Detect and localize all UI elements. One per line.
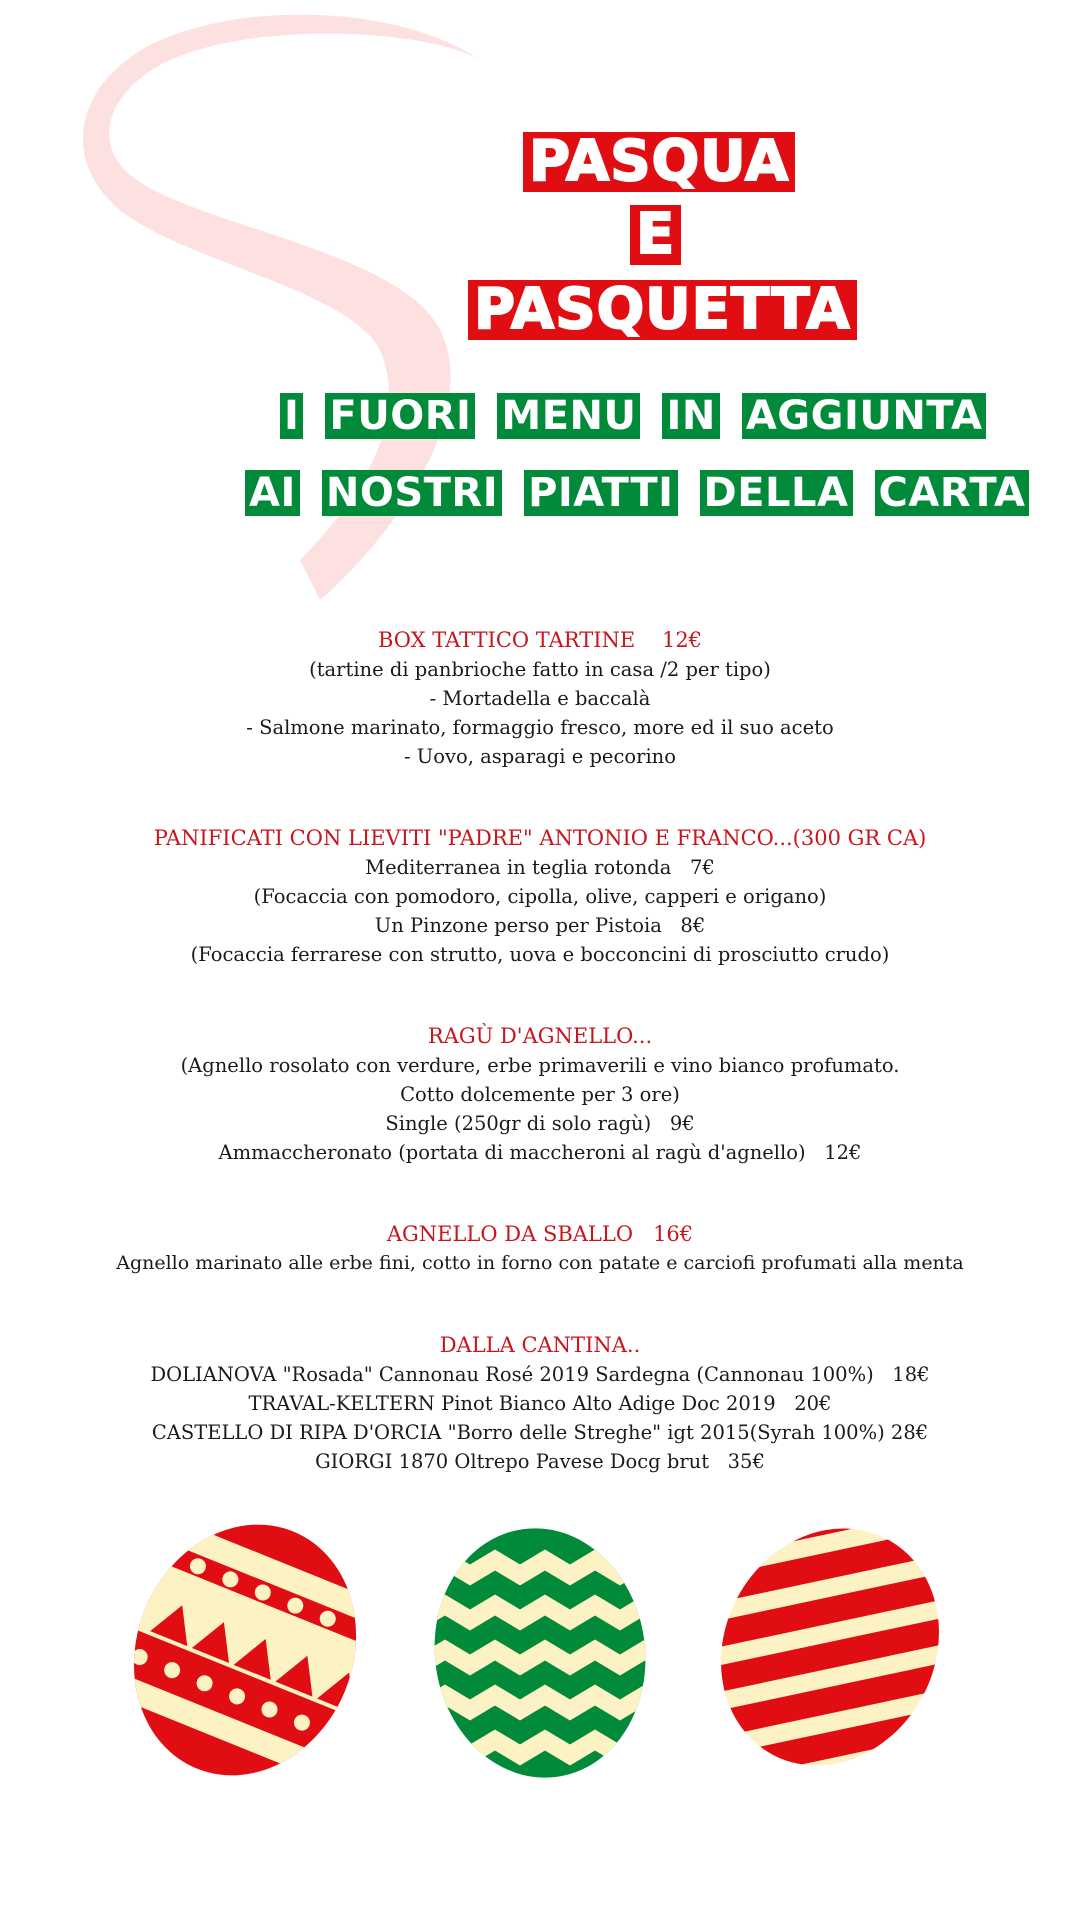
subtitle-word: CARTA bbox=[875, 470, 1030, 516]
title-pasquetta: PASQUETTA bbox=[468, 280, 857, 340]
red-triangle-dot-egg-icon bbox=[76, 1520, 424, 1780]
s-logo-watermark bbox=[0, 0, 520, 620]
menu-line: (Agnello rosolato con verdure, erbe primaverili e vino bianco profumato. bbox=[180, 1054, 900, 1077]
subtitle-word: IN bbox=[662, 393, 719, 439]
title-e: E bbox=[630, 205, 681, 265]
menu-line: Mediterranea in teglia rotonda 7€ bbox=[365, 856, 715, 879]
menu-line: (Focaccia ferrarese con strutto, uova e bocconcini di prosciutto crudo) bbox=[190, 943, 890, 966]
section-title: AGNELLO DA SBALLO 16€ bbox=[386, 1222, 694, 1246]
section-title: DALLA CANTINA.. bbox=[439, 1333, 641, 1357]
subtitle-word: AGGIUNTA bbox=[742, 393, 987, 439]
subtitle-word: PIATTI bbox=[524, 470, 677, 516]
subtitle-word: I bbox=[280, 393, 303, 439]
section-ragu bbox=[0, 1021, 1080, 1167]
menu-line: Cotto dolcemente per 3 ore) bbox=[400, 1083, 680, 1106]
menu-line: - Uovo, asparagi e pecorino bbox=[403, 745, 676, 768]
menu-line: GIORGI 1870 Oltrepo Pavese Docg brut 35€ bbox=[315, 1450, 765, 1473]
section-box-tattico bbox=[0, 625, 1080, 771]
section-panificati bbox=[0, 823, 1080, 969]
subtitle-word: AI bbox=[245, 470, 300, 516]
red-stripe-egg-icon bbox=[655, 1520, 1009, 1780]
section-cantina bbox=[0, 1330, 1080, 1476]
menu-line: (tartine di panbrioche fatto in casa /2 per tipo) bbox=[309, 658, 771, 681]
menu-line: CASTELLO DI RIPA D'ORCIA "Borro delle Streghe" igt 2015(Syrah 100%) 28€ bbox=[151, 1421, 929, 1444]
subtitle-word: FUORI bbox=[325, 393, 475, 439]
subtitle-word: MENU bbox=[497, 393, 640, 439]
menu-line: Ammaccheronato (portata di maccheroni al ragù d'agnello) 12€ bbox=[218, 1141, 862, 1164]
menu-line: DOLIANOVA "Rosada" Cannonau Rosé 2019 Sardegna (Cannonau 100%) 18€ bbox=[150, 1363, 930, 1386]
subtitle-line-2 bbox=[245, 470, 1029, 516]
green-zigzag-egg-icon bbox=[420, 1520, 670, 1780]
subtitle-word: NOSTRI bbox=[322, 470, 502, 516]
menu-line: Single (250gr di solo ragù) 9€ bbox=[385, 1112, 695, 1135]
section-title: BOX TATTICO TARTINE 12€ bbox=[377, 628, 703, 652]
easter-eggs bbox=[0, 1520, 1080, 1780]
menu-line: Un Pinzone perso per Pistoia 8€ bbox=[374, 914, 706, 937]
menu-line: Agnello marinato alle erbe fini, cotto in forno con patate e carciofi profumati alla menta bbox=[116, 1252, 964, 1274]
menu-line: - Mortadella e baccalà bbox=[429, 687, 651, 710]
menu-line: - Salmone marinato, formaggio fresco, more ed il suo aceto bbox=[246, 716, 834, 739]
menu-body bbox=[0, 625, 1080, 1528]
subtitle-line-1 bbox=[280, 393, 986, 439]
section-agnello bbox=[0, 1219, 1080, 1278]
title-pasqua: PASQUA bbox=[523, 132, 795, 192]
menu-line: TRAVAL-KELTERN Pinot Bianco Alto Adige Doc 2019 20€ bbox=[248, 1392, 832, 1415]
section-title: PANIFICATI CON LIEVITI "PADRE" ANTONIO E FRANCO...(300 GR CA) bbox=[153, 826, 927, 850]
section-title: RAGÙ D'AGNELLO... bbox=[427, 1024, 653, 1048]
subtitle-word: DELLA bbox=[700, 470, 853, 516]
menu-line: (Focaccia con pomodoro, cipolla, olive, capperi e origano) bbox=[253, 885, 827, 908]
